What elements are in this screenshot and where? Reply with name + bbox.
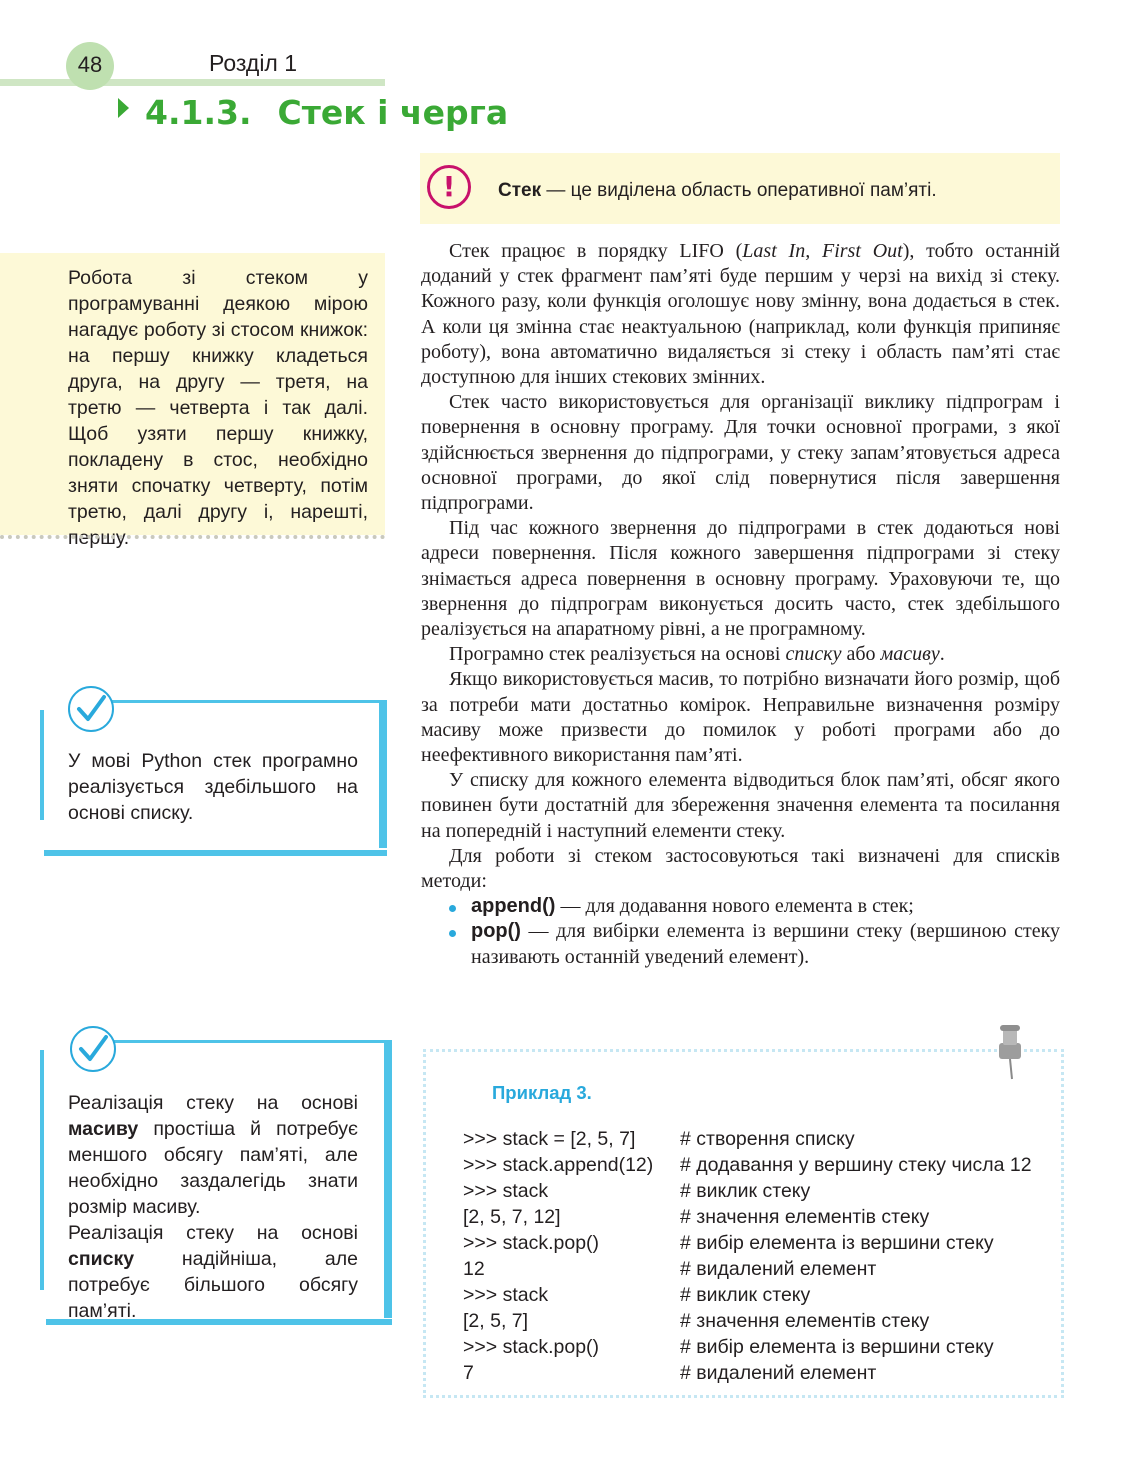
- list-item: [421, 919, 1060, 969]
- triangle-marker-icon: [118, 98, 129, 118]
- definition-body: — це виділена область оперативної пам’яті.: [541, 180, 937, 201]
- tip-border-top: [95, 700, 385, 703]
- paragraph: [421, 239, 1060, 390]
- page-number: 48: [66, 42, 114, 90]
- tip-array-text: [68, 1090, 358, 1220]
- text-run: .: [939, 643, 945, 666]
- definition-text: [498, 180, 937, 202]
- code-comment: # створення списку: [680, 1128, 855, 1150]
- tip-border-top: [100, 1040, 390, 1043]
- methods-list: [421, 894, 1060, 970]
- heading-title: Стек і черга: [277, 93, 509, 132]
- tip-list-part: Реалізація стеку на основі: [68, 1222, 358, 1244]
- text-run: Програмно стек реалізується на основі: [449, 643, 786, 666]
- method-name: pop(): [471, 920, 521, 943]
- section-heading: [118, 93, 508, 132]
- method-description: — для додавання нового елемента в стек;: [555, 895, 914, 918]
- tip-python-text: У мові Python стек програмно реалізується здебільшого на основі списку.: [68, 750, 358, 824]
- tip-box-array-vs-list: [40, 1040, 395, 1328]
- code-comment: # видалений елемент: [680, 1362, 877, 1384]
- bullet-icon: [449, 905, 456, 912]
- checkmark-circle-icon: [68, 686, 114, 732]
- paragraph: Під час кожного звернення до підпрограми в стек додаються нові адреси повернення. Після кожного завершення підпрограми зі стеку знімається адреса повернення в основну програму. Ураховуючи те, що звернення до підпрограм виконується досить часто, стек здебільшого реалізується на апаратному рівні, а не програмному.: [421, 517, 1060, 641]
- code-text: [2, 5, 7]: [463, 1310, 529, 1332]
- code-comment: # значення елементів стеку: [680, 1310, 930, 1332]
- section-label: Розділ 1: [209, 50, 298, 76]
- pushpin-icon: [990, 1023, 1030, 1081]
- lifo-expansion: Last In, First Out: [742, 240, 903, 262]
- code-comment: # вибір елемента із вершини стеку: [680, 1232, 994, 1254]
- text-run: ), тобто останній доданий у стек фрагмент пам’яті буде першим у черзі на вихід зі стеку. Кожного разу, коли функція оголошує нову змінну, вона додається в стек. А коли ця змінна стає неактуальною (наприклад, коли функція припиняє роботу), вона автоматично видаляється зі стеку і область пам’яті стає доступною для інших стекових змінних.: [421, 240, 1060, 389]
- tip-array-term: масиву: [68, 1118, 139, 1140]
- code-text: >>> stack: [463, 1180, 549, 1202]
- tip-border-left: [40, 1050, 44, 1290]
- dotted-divider: [0, 535, 385, 539]
- side-note-text: Робота зі стеком у програмуванні деякою мірою нагадує роботу зі стосом книжок: на першу книжку кладеться друга, на другу — третя, на третю — четверта і так далі. Щоб узяти першу книжку, покладену в стос, необхідно зняти спочатку четверту, потім третю, далі другу і, нарешті, першу.: [68, 267, 368, 549]
- example-title: Приклад 3.: [492, 1082, 592, 1103]
- exclamation-circle-icon: !: [427, 165, 471, 209]
- tip-array-part: Реалізація стеку на основі: [68, 1092, 358, 1114]
- bullet-icon: [449, 930, 456, 937]
- tip-border-bottom: [44, 850, 387, 856]
- code-comment: # вибір елемента із вершини стеку: [680, 1336, 994, 1358]
- definition-term: Стек: [498, 180, 542, 201]
- code-text: 12: [463, 1258, 485, 1280]
- checkmark-circle-icon: [70, 1026, 116, 1072]
- code-text: >>> stack.append(12): [463, 1154, 654, 1176]
- code-text: >>> stack: [463, 1284, 549, 1306]
- paragraph: Стек часто використовується для організації виклику підпрограм і повернення в основну програму. Для точки основної програми, з якої здійснюється звернення до підпрограми, у стеку запам’ятовується адреса основної програми, до якої слід повернутися після завершення підпрограми.: [421, 391, 1060, 515]
- code-comment: # виклик стеку: [680, 1180, 811, 1202]
- list-item: [421, 894, 1060, 919]
- method-description: — для вибірки елемента із вершини стеку (вершиною стеку називають останній уведений елемент).: [471, 920, 1060, 968]
- paragraph: У списку для кожного елемента відводиться блок пам’яті, обсяг якого повинен бути достатній для збереження значення елемента та посилання на попередній і наступний елементи стеку.: [421, 769, 1060, 842]
- header-rule: [0, 79, 385, 86]
- side-note-box: [0, 253, 385, 549]
- definition-box: [420, 153, 1060, 224]
- tip-list-text: [68, 1220, 358, 1324]
- tip-border-right: [379, 700, 387, 848]
- method-name: append(): [471, 895, 556, 918]
- paragraph: [421, 642, 1060, 667]
- heading-number: 4.1.3.: [145, 93, 252, 132]
- tip-box-python: [40, 700, 390, 858]
- code-text: >>> stack = [2, 5, 7]: [463, 1128, 636, 1150]
- italic-term: списку: [785, 643, 842, 666]
- tip-list-part: надійніша, але потребує більшого обсягу пам’яті.: [68, 1248, 358, 1322]
- text-run: або: [841, 643, 881, 666]
- tip-list-term: списку: [68, 1248, 135, 1270]
- text-run: Стек працює в порядку LIFO (: [449, 240, 743, 262]
- italic-term: масиву: [880, 643, 940, 666]
- code-text: 7: [463, 1362, 474, 1384]
- code-comment: # значення елементів стеку: [680, 1206, 930, 1228]
- code-text: >>> stack.pop(): [463, 1232, 600, 1254]
- tip-border-right: [384, 1040, 392, 1318]
- code-comment: # видалений елемент: [680, 1258, 877, 1280]
- code-text: [2, 5, 7, 12]: [463, 1206, 561, 1228]
- tip-array-part: простіша й потребує меншого обсягу пам’яті, але необхідно заздалегідь знати розмір масиву.: [68, 1118, 358, 1218]
- paragraph: Якщо використовується масив, то потрібно визначати його розмір, щоб за потреби мати достатньо комірок. Неправильне визначення розміру масиву може призвести до помилок у роботі програми або до неефективного використання пам’яті.: [421, 668, 1060, 767]
- example-box: [423, 1049, 1064, 1398]
- tip-border-left: [40, 710, 44, 820]
- code-comment: # додавання у вершину стеку числа 12: [680, 1154, 1032, 1176]
- main-body-text: [421, 239, 1060, 970]
- paragraph: Для роботи зі стеком застосовуються такі визначені для списків методи:: [421, 844, 1060, 893]
- code-comment: # виклик стеку: [680, 1284, 811, 1306]
- code-text: >>> stack.pop(): [463, 1336, 600, 1358]
